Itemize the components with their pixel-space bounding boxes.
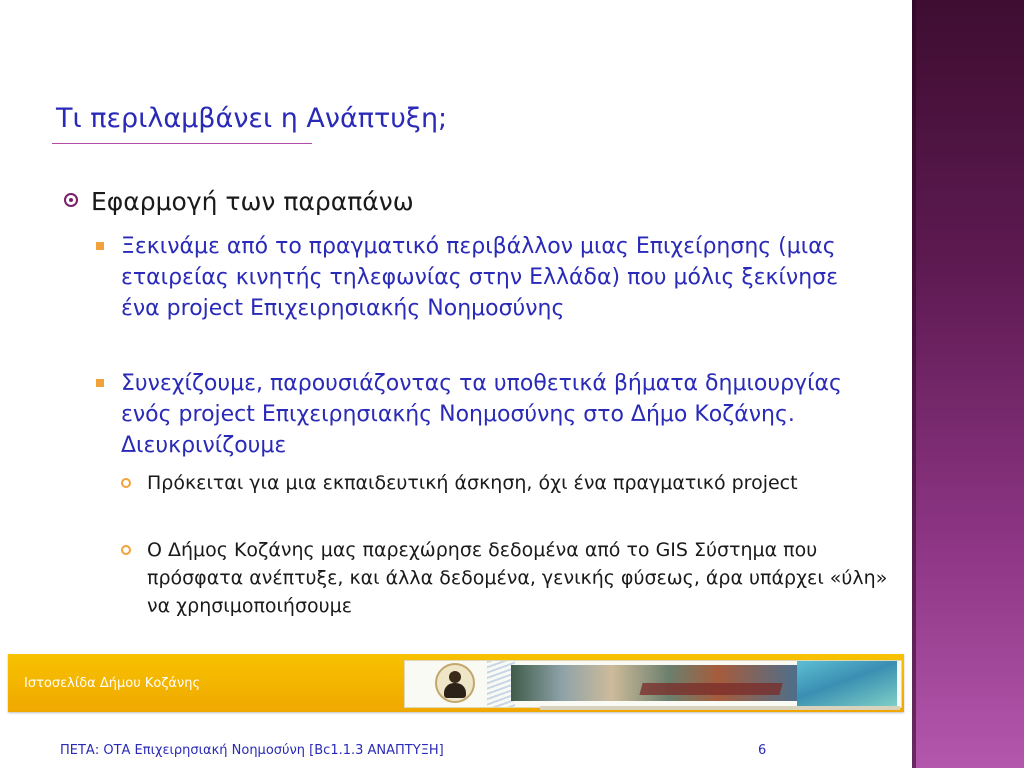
- water-image: [797, 661, 897, 707]
- bullet-level1: [64, 186, 884, 218]
- slide-title: Τι περιλαμβάνει η Ανάπτυξη;: [56, 103, 448, 134]
- bullet-level2-text: Συνεχίζουμε, παρουσιάζοντας τα υποθετικά βήματα δημιουργίας ενός project Επιχειρησιακής Νοημοσύνης στο Δήμο Κοζάνης. Διευκρινίζουμε: [121, 371, 842, 458]
- banner-shadow: [540, 706, 900, 710]
- banner-image: [404, 660, 902, 708]
- ring-bullet-icon: [121, 478, 131, 488]
- city-photo-strip: [511, 665, 799, 701]
- bullet-level3-text: Πρόκειται για μια εκπαιδευτική άσκηση, όχι ένα πραγματικό project: [147, 472, 798, 494]
- circle-dot-bullet-icon: [64, 193, 78, 207]
- bullet-level2-text: Ξεκινάμε από το πραγματικό περιβάλλον μιας Επιχείρησης (μιας εταιρείας κινητής τηλεφωνίας στην Ελλάδα) που μόλις ξεκίνησε ένα project Επιχειρησιακής Νοημοσύνης: [121, 234, 838, 321]
- bullet-level3-text: Ο Δήμος Κοζάνης μας παρεχώρησε δεδομένα από το GIS Σύστημα που πρόσφατα ανέπτυξε, και άλλα δεδομένα, γενικής φύσεως, άρα υπάρχει «ύλη» να χρησιμοποιήσουμε: [147, 539, 888, 617]
- square-bullet-icon: [96, 379, 104, 387]
- footer-text: ΠΕΤΑ: ΟΤΑ Επιχειρησιακή Νοημοσύνη [Bc1.1.3 ΑΝΑΠΤΥΞΗ]: [60, 743, 444, 758]
- bullet-level3-item: [121, 469, 891, 497]
- bullet-level2-item: [96, 368, 876, 461]
- bullet-level2-item: [96, 231, 876, 324]
- website-banner: [8, 654, 904, 712]
- page-number: 6: [758, 743, 767, 758]
- square-bullet-icon: [96, 242, 104, 250]
- ring-bullet-icon: [121, 545, 131, 555]
- banner-caption: Ιστοσελίδα Δήμου Κοζάνης: [24, 676, 201, 691]
- portrait-seal-icon: [435, 663, 475, 703]
- title-underline: [52, 143, 312, 144]
- website-url-strip: [639, 683, 782, 695]
- bullet-level3-item: [121, 536, 891, 620]
- bullet-level1-text: Εφαρμογή των παραπάνω: [91, 187, 414, 216]
- decorative-side-bar: [912, 0, 1024, 768]
